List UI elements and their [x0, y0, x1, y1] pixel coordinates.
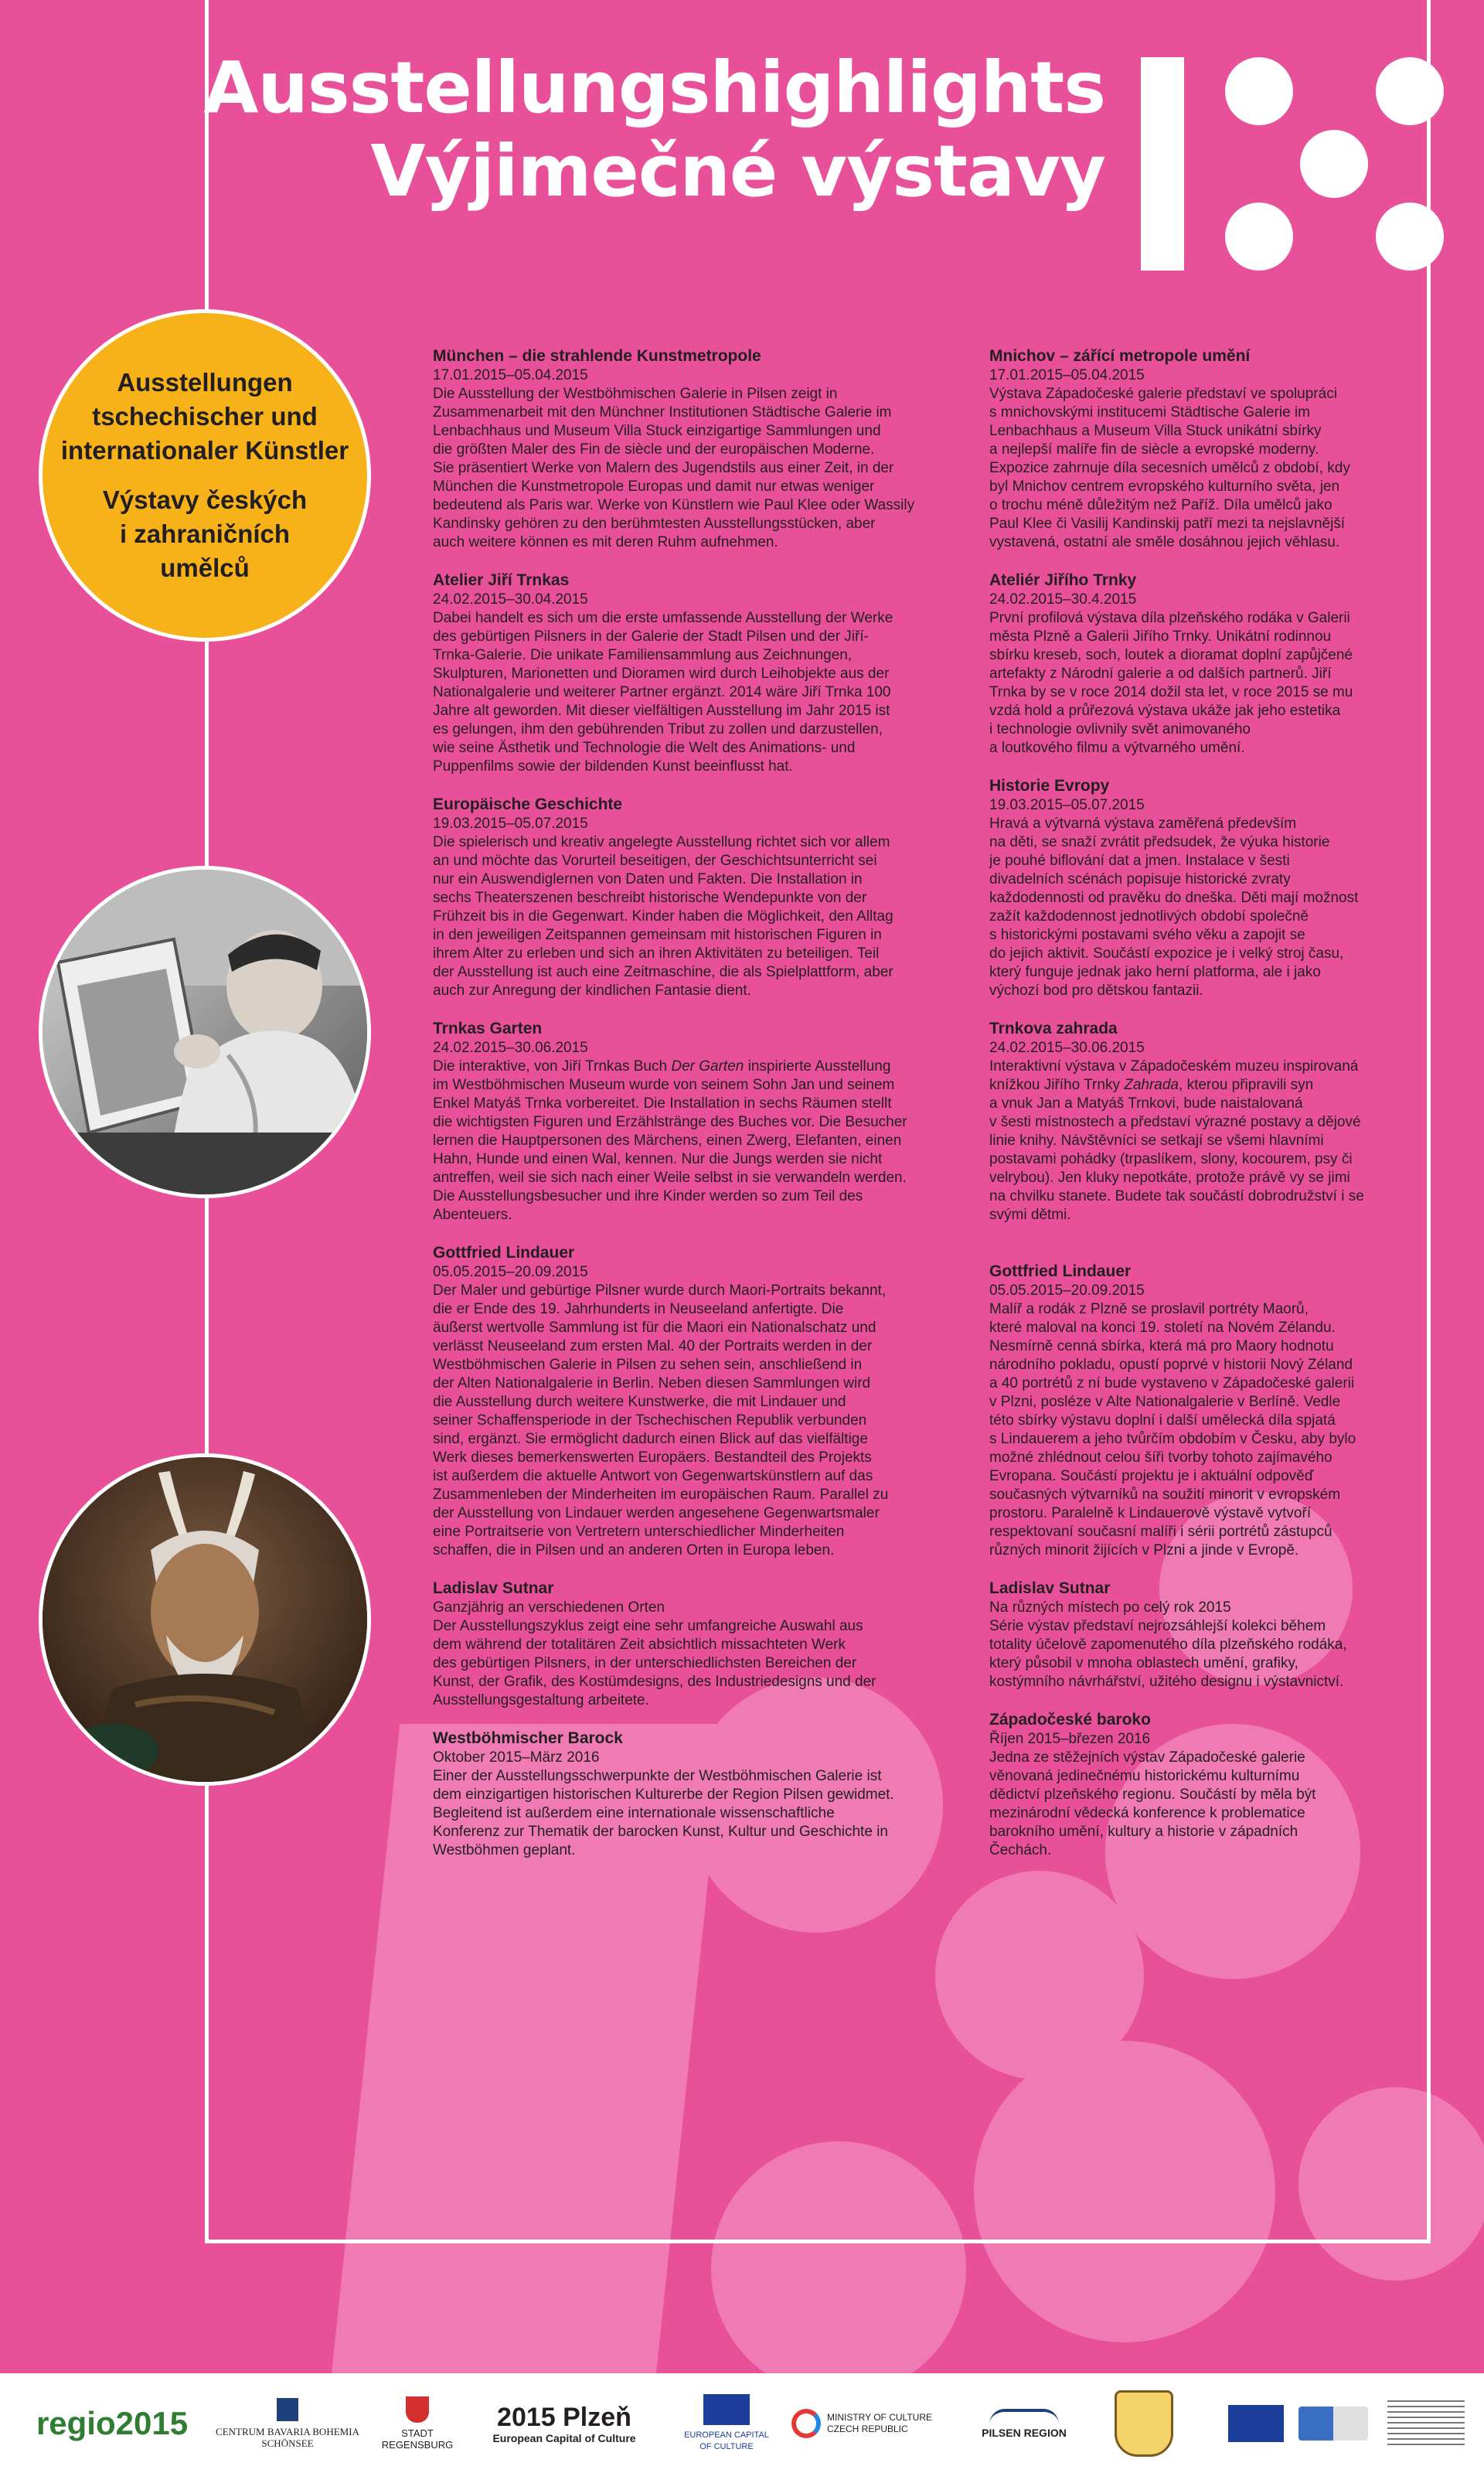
eu-flag-icon-2	[1228, 2405, 1284, 2442]
section-heading: Mnichov – zářící metropole umění	[989, 347, 1251, 365]
title-line-de: Ausstellungshighlights	[203, 46, 1105, 129]
column-german	[433, 346, 955, 1879]
photo-maori-portrait	[39, 1453, 371, 1786]
section-heading: Gottfried Lindauer	[989, 1262, 1132, 1280]
badge-line-cz: i zahraničních	[119, 519, 291, 548]
logo-plzen-2015	[471, 2390, 657, 2457]
column-czech	[989, 346, 1484, 1879]
badge-line-de: internationaler Künstler	[60, 436, 349, 465]
section-heading: Ateliér Jiřího Trnky	[989, 571, 1137, 589]
section-date: Na různých místech po celý rok 2015	[989, 1599, 1231, 1616]
logo-plzen-main: 2015 Plzeň	[497, 2403, 631, 2432]
section-text: Die Ausstellung der Westböhmischen Galerie in Pilsen zeigt in Zusammenarbeit mit den Münchner Institutionen Städtische Galerie im Lenbachhaus und Museum Villa Stuck einzigartige Sammlungen und die größten Maler des Fin de siècle und der europäischen Moderne. Sie präsentiert Werke von Malern des Jugendstils aus einer Zeit, in der München die Kunstmetropole Europas und damit nur etwas weniger bedeutend als Paris war. Werke von Künstlern wie Paul Klee oder Wassily Kandinsky gehören zu den berühmtesten Ausstellungsstücken, aber auch weitere können es mit deren Ruhm aufnehmen.	[433, 386, 915, 550]
section-text: Hravá a výtvarná výstava zaměřená především na děti, se snaží zvrátit předsudek, že výuka historie je pouhé biflování dat a jmen. Instalace v šesti divadelních scénách popisuje historické zvraty každodennosti od pravěku do dneška. Děti mají možnost zažít každodennost jednotlivých období společně s historickými postavami svého věku a zapojit se do jejich aktivit. Součástí expozice je i velký stroj času, který funguje jednak jako herní platforma, ale i jako výchozí bod pro dětskou fantazii.	[989, 816, 1359, 999]
decor-circle	[711, 2141, 966, 2373]
section-heading: Ladislav Sutnar	[989, 1579, 1111, 1597]
section-text: Série výstav představí nejrozsáhlejší kolekci během totality účelově zapomenutého díla plzeňského rodáka, který působil v mnoha oblastech umění, grafiky, kostýmního návrhářství, užitého designu i výstavnictví.	[989, 1618, 1347, 1690]
logo-ministry	[781, 2390, 943, 2457]
logo-bar	[1141, 57, 1184, 271]
section-atelier-trnky	[989, 571, 1484, 758]
section-atelier-trnka	[433, 571, 955, 776]
section-text: První profilová výstava díla plzeňského rodáka v Galerii města Plzně a Galerii Jiřího Trnky. Unikátní rodinnou sbírku kreseb, soch, loutek a dioramat doplní zapůjčené artefakty z Národní galerie a od dalších partnerů. Jiří Trnka by se v roce 2014 dožil sta let, v roce 2015 se mu vzdá hold a průřezová výstava ukáže jak jeho estetika i technologie ovlivnily svět animovaného a loutkového filmu a výtvarného umění.	[989, 610, 1353, 756]
badge-line-cz: umělců	[160, 554, 250, 582]
logo-dot	[1225, 57, 1293, 125]
logo-regensburg	[379, 2390, 456, 2457]
section-text	[989, 1058, 1484, 1225]
section-historie-evropy	[989, 776, 1484, 1000]
logo-regio2015	[23, 2390, 201, 2457]
section-text	[433, 1058, 955, 1225]
logo-eu-flag	[1225, 2390, 1287, 2457]
ziel3-icon	[1298, 2407, 1368, 2441]
section-heading: München – die strahlende Kunstmetropole	[433, 347, 761, 365]
logo-regensburg-text: STADT REGENSBURG	[381, 2427, 454, 2451]
pilsen-region-icon	[989, 2409, 1059, 2424]
section-heading: Gottfried Lindauer	[433, 1244, 575, 1262]
section-date: 19.03.2015–05.07.2015	[433, 816, 588, 832]
sponsor-footer	[0, 2373, 1484, 2473]
logo-regensburg-crest	[406, 2396, 429, 2423]
logo-dot	[1225, 203, 1293, 271]
section-date: 24.02.2015–30.06.2015	[433, 1040, 588, 1056]
section-heading: Trnkova zahrada	[989, 1020, 1118, 1037]
photo-portrait-illustration	[43, 1457, 367, 1782]
ministry-ring-icon	[791, 2409, 821, 2438]
section-date: 17.01.2015–05.04.2015	[433, 367, 588, 383]
logo-bavaria-bohemia	[210, 2390, 365, 2457]
section-text: Der Maler und gebürtige Pilsner wurde durch Maori-Portraits bekannt, die er Ende des 19. Jahrhunderts in Neuseeland anfertigte. Die äußerst wertvolle Sammlung ist für die Maori ein Nationalschatz und verlässt Neuseeland zum ersten Mal. 40 der Portraits werden in der Westböhmischen Galerie in Pilsen zu sehen sein, anschließend in der Alten Nationalgalerie in Berlin. Neben diesen Sammlungen wird die Ausstellung durch weitere Kunstwerke, die mit Lindauer und seiner Schaffensperiode in der Tschechischen Republik verbunden sind, ergänzt. Sie ermöglicht dadurch einen Blick auf das vielfältige Werk dieses bemerkenswerten Europäers. Bestandteil des Projekts ist außerdem die aktuelle Antwort von Gegenwartskünstlern auf das Zusammenleben der Minderheiten im europäischen Raum. Parallel zu der Ausstellung von Lindauer werden angesehene Gegenwartsmaler eine Portraitserie von Vertretern unterschiedlicher Minderheiten schaffen, die in Pilsen und an anderen Orten in Europa leben.	[433, 1282, 889, 1558]
category-badge	[39, 309, 371, 642]
badge-line-cz: Výstavy českých	[102, 485, 308, 514]
logo-dot	[1376, 203, 1444, 271]
logo-bavarian-crest	[1105, 2390, 1183, 2457]
section-text-pre: Interaktivní výstava v Západočeském muzeu inspirovaná knížkou Jiřího Trnky	[989, 1058, 1359, 1093]
section-text: Jedna ze stěžejních výstav Západočeské galerie věnovaná jedinečnému historickému kulturnímu dědictví plzeňského regionu. Součástí by měla být mezinárodní vědecká konference k problematice barokního umění, kultury a historie v západních Čechách.	[989, 1749, 1316, 1858]
decor-circle	[974, 2041, 1275, 2342]
section-text: Der Ausstellungszyklus zeigt eine sehr umfangreiche Auswahl aus dem während der totalitären Zeit absichtlich missachteten Werk des gebürtigen Pilsners, in der unterschiedlichsten Bereichen der Kunst, der Grafik, des Kostümdesigns, des Industriedesigns und der Ausstellungsgestaltung arbeitete.	[433, 1618, 876, 1708]
section-heading: Trnkas Garten	[433, 1020, 543, 1037]
section-barock	[433, 1729, 955, 1860]
section-sutnar-cz	[989, 1579, 1484, 1691]
section-lindauer-cz	[989, 1262, 1484, 1560]
logo-ziel3	[1291, 2390, 1376, 2457]
frame-line-horizontal	[205, 2240, 1430, 2243]
section-date: 17.01.2015–05.04.2015	[989, 367, 1145, 383]
section-text: Die spielerisch und kreativ angelegte Ausstellung richtet sich vor allem an und möchte das Vorurteil beseitigen, der Geschichtsunterricht sei nur ein Auswendiglernen von Daten und Fakten. Die Installation in sechs Theaterszenen beschreibt historische Wendepunkte von der Frühzeit bis in die Gegenwart. Kinder haben die Möglichkeit, den Alltag in den jeweiligen Zeitspannen gemeinsam mit historischen Figuren in ihrem Alter zu erleben und sich an ihren Aktivitäten zu beteiligen. Teil der Ausstellung ist auch eine Zeitmaschine, die als Spielplattform, aber auch zur Anregung der kindlichen Fantasie dient.	[433, 834, 893, 999]
section-heading: Europäische Geschichte	[433, 795, 623, 813]
section-date: 24.02.2015–30.04.2015	[433, 591, 588, 608]
section-heading: Historie Evropy	[989, 777, 1110, 795]
logo-bb-text: CENTRUM BAVARIA BOHEMIA	[216, 2426, 359, 2437]
logo-eu-capital	[672, 2390, 781, 2457]
photo-trnka-at-work	[39, 866, 371, 1198]
section-text: Výstava Západočeské galerie představí ve spolupráci s mnichovskými institucemi Städtische Galerie im Lenbachhaus a Museum Villa Stuck unikátní sbírky a nejlepší malíře fin de siècle a evropské moderny. Expozice zahrnuje díla secesních umělců z období, kdy byl Mnichov centrem evropského kulturního světa, jen o trochu méně důležitým než Paříž. Díla umělců jako Paul Klee či Vasilij Kandinskij patří mezi ta nejslavnější vystavená, ostatní ale směle dosáhnou jejich věhlasu.	[989, 386, 1350, 550]
section-date: Říjen 2015–březen 2016	[989, 1731, 1151, 1747]
section-sutnar	[433, 1579, 955, 1710]
section-trnkas-garten	[433, 1019, 955, 1225]
section-date: Oktober 2015–März 2016	[433, 1749, 600, 1766]
book-title: Zahrada	[1124, 1077, 1179, 1093]
logo-plzen-sub: European Capital of Culture	[492, 2432, 636, 2444]
photo-trnka-illustration	[43, 870, 367, 1194]
logo-funding-note	[1384, 2390, 1469, 2457]
section-heading: Atelier Jiří Trnkas	[433, 571, 570, 589]
section-date: 05.05.2015–20.09.2015	[989, 1282, 1145, 1299]
section-text: Einer der Ausstellungsschwerpunkte der Westböhmischen Galerie ist dem einzigartigen historischen Kulturerbe der Region Pilsen gewidmet. Begleitend ist außerdem eine internationale wissenschaftliche Konferenz zur Thematik der barocken Kunst, Kultur und Geschichte in Westböhmen geplant.	[433, 1768, 894, 1858]
badge-line-de: Ausstellungen	[117, 368, 293, 397]
title-line-cz: Výjimečné výstavy	[370, 130, 1105, 213]
page-title	[203, 46, 1105, 213]
section-date: 05.05.2015–20.09.2015	[433, 1264, 588, 1280]
logo-bb-sub: SCHÖNSEE	[261, 2437, 314, 2449]
section-text-rest: inspirierte Ausstellung im Westböhmischen Museum wurde von seinem Sohn Jan und seinem Enkel Matyáš Trnka vorbereitet. Die Installation in sechs Räumen stellt die wichtigsten Figuren und Erzählstränge des Buches vor. Die Besucher lernen die Hauptpersonen des Märchens, einen Zwerg, Elefanten, einen Hahn, Hunde und einen Wal, kennen. Nur die Jungs werden sie nicht antreffen, weil sie sich nach einer Weile selbst in sie verwandeln werden. Die Ausstellungsbesucher und ihre Kinder werden so zum Teil des Abenteuers.	[433, 1058, 907, 1223]
bavarian-crest-icon	[1115, 2390, 1173, 2457]
logo-pilsen-region	[958, 2390, 1090, 2457]
section-text: Dabei handelt es sich um die erste umfassende Ausstellung der Werke des gebürtigen Pilsners in der Galerie der Stadt Pilsen und der Jiří- Trnka-Galerie. Die unikate Familiensammlung aus Zeichnungen, Skulpturen, Marionetten und Dioramen wird durch Leihobjekte aus der Nationalgalerie und weiterer Partner ergänzt. 2014 wäre Jiří Trnka 100 Jahre alt geworden. Mit dieser vielfältigen Ausstellung im Jahr 2015 ist es gelungen, ihm den gebührenden Tribut zu zollen und darzustellen, wie seine Ästhetik und Technologie die Welt des Animations- und Puppenfilms sowie der bildenden Kunst beeinflusst hat.	[433, 610, 893, 775]
logo-bb-icon	[277, 2398, 298, 2421]
decor-circle	[1298, 2087, 1484, 2281]
section-date: 24.02.2015–30.06.2015	[989, 1040, 1145, 1056]
book-title: Der Garten	[671, 1058, 744, 1075]
section-trnkova-zahrada	[989, 1019, 1484, 1225]
section-heading: Westböhmischer Barock	[433, 1729, 623, 1747]
section-lindauer	[433, 1243, 955, 1560]
section-text-rest: , kterou připravili syn a vnuk Jan a Matyáš Trnkovi, bude naistalovaná v šesti místnostech a představí výrazné postavy a dějové linie knihy. Návštěvníci se setkají se všemi hlavními postavami pohádky (trpaslíkem, slony, kocourem, psy či velrybou). Jen kluky nepotkáte, protože právě vy se jimi na chvilku stanete. Budete tak součástí dobrodružství i se svými dětmi.	[989, 1077, 1364, 1223]
logo-ministry-text: MINISTRY OF CULTURE CZECH REPUBLIC	[826, 2412, 932, 2434]
section-mnichov	[989, 346, 1484, 552]
section-muenchen	[433, 346, 955, 552]
logo-dot	[1300, 130, 1368, 198]
eu-flag-icon	[703, 2394, 750, 2425]
section-europaeische-geschichte	[433, 795, 955, 1000]
logo-eu-capital-text: EUROPEAN CAPITAL OF CULTURE	[684, 2430, 769, 2451]
section-text: Malíř a rodák z Plzně se proslavil portréty Maorů, které maloval na konci 19. století na Novém Zélandu. Nesmírně cenná sbírka, která má pro Maory hodnotu národního pokladu, opustí poprvé v historii Nový Zéland a 40 portrétů z ní bude vystaveno v Západočeské galerii v Plzni, posléze v Alte Nationalgalerie v Berlíně. Vedle této sbírky výstavu doplní i další umělecká díla spjatá s Lindauerem a jeho tvůrčím obdobím v Česku, aby bylo možné zhlédnout celou šíři tvorby tohoto zajímavého Evropana. Součástí projektu je i aktuální odpověď současných výtvarníků na soužití minorit v evropském prostoru. Paralelně k Lindauerově výstavě vytvoří respektovaní současní malíři i sérii portrétů zástupců různých minorit žijících v Plzni a jinde v Evropě.	[989, 1301, 1356, 1558]
section-baroko	[989, 1710, 1484, 1860]
section-heading: Západočeské baroko	[989, 1711, 1151, 1729]
section-text-pre: Die interaktive, von Jiří Trnkas Buch	[433, 1058, 672, 1075]
logo-pilsen-region-text: PILSEN REGION	[982, 2426, 1067, 2439]
section-date: 19.03.2015–05.07.2015	[989, 797, 1145, 813]
section-date: Ganzjährig an verschiedenen Orten	[433, 1599, 665, 1616]
section-heading: Ladislav Sutnar	[433, 1579, 554, 1597]
section-date: 24.02.2015–30.4.2015	[989, 591, 1137, 608]
funding-note-lines	[1387, 2400, 1465, 2447]
badge-line-de: tschechischer und	[92, 402, 318, 431]
logo-regio-text: regio2015	[36, 2405, 189, 2441]
logo-dot	[1376, 57, 1444, 125]
